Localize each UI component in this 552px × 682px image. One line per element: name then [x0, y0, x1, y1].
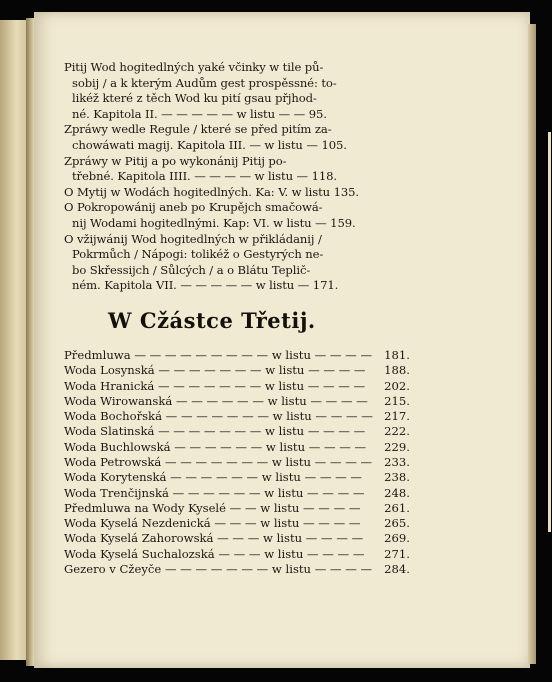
page-text — [64, 60, 410, 577]
index-row — [64, 440, 410, 455]
index-row-page: 265. — [384, 516, 410, 531]
index-row-page: 248. — [384, 485, 410, 500]
index-row-title: Woda Bochořská — — — — — — — w listu — — — — — [64, 409, 373, 424]
toc-entry — [64, 154, 404, 185]
index-row-page: 233. — [384, 454, 410, 469]
index-row — [64, 348, 410, 363]
index-row-page: 222. — [384, 424, 410, 439]
index-row — [64, 379, 410, 394]
text-line: Pitij Wod hogitedlných yaké včinky w tile pů- — [64, 60, 324, 74]
index-row — [64, 486, 410, 501]
text-line: chowáwati magij. Kapitola III. — w listu — 105. — [72, 137, 347, 152]
paper-fold-highlight — [548, 132, 551, 532]
index-row-title: Woda Wirowanská — — — — — — w listu — — — — — [64, 393, 368, 408]
index-row-title: Woda Buchlowská — — — — — — w listu — — — — — [64, 439, 367, 454]
index-row — [64, 562, 410, 577]
book-page — [34, 12, 530, 668]
toc-entry — [64, 60, 404, 122]
page-edge-right — [528, 24, 536, 664]
index-row-page: 229. — [384, 439, 410, 454]
toc-entry — [64, 200, 404, 231]
section-heading: W Cžástce Třetij. — [108, 307, 316, 333]
text-line: O Mytij w Wodách hogitedlných. Ka: V. w listu 135. — [64, 184, 360, 199]
index-row-title: Woda Trenčijnská — — — — — — w listu — — — — — [64, 485, 365, 500]
index-row-page: 217. — [384, 409, 410, 424]
text-line: ném. Kapitola VII. — — — — — w listu — 171. — [72, 278, 339, 293]
toc-entry — [64, 232, 404, 294]
index-row-title: Woda Kyselá Zahorowská — — — w listu — — — — — [64, 531, 364, 546]
toc-entry — [64, 122, 404, 153]
index-row-title: Předmluwa — — — — — — — — — w listu — — — — — [64, 347, 373, 362]
text-line: Zpráwy wedle Regule / které se před pitím za- — [64, 122, 332, 137]
index-row — [64, 424, 410, 439]
index-row-title: Woda Slatinská — — — — — — — w listu — — — — — [64, 424, 366, 439]
index-row — [64, 394, 410, 409]
index-row-title: Woda Petrowská — — — — — — — w listu — — — — — [64, 454, 373, 469]
index-row — [64, 470, 410, 485]
text-line: né. Kapitola II. — — — — — w listu — — 95. — [72, 106, 327, 121]
text-line: O vžijwánij Wod hogitedlných w přikládanij / — [64, 231, 322, 246]
index-row — [64, 516, 410, 531]
toc-entry — [64, 185, 404, 201]
index-row-title: Předmluwa na Wody Kyselé — — w listu — — — — — [64, 500, 361, 515]
index-row — [64, 531, 410, 546]
index-row-page: 181. — [384, 347, 410, 362]
text-line: sobij / a k kterým Audům gest prospěssné: to- — [72, 75, 337, 90]
index-row-title: Woda Kyselá Nezdenická — — — w listu — — — — — [64, 516, 361, 531]
index-row — [64, 455, 410, 470]
index-row — [64, 363, 410, 378]
text-line: Zpráwy w Pitij a po wykonánij Pitij po- — [64, 153, 287, 168]
index-row-page: 215. — [384, 393, 410, 408]
text-line: Pokrmůch / Nápogi: tolikéž o Gestyrých ne- — [72, 247, 324, 262]
index-row-page: 202. — [384, 378, 410, 393]
text-line: O Pokropowánij aneb po Krupějch smačowá- — [64, 200, 323, 215]
index-row-title: Gezero v Cžeyče — — — — — — — w listu — — — — — [64, 562, 373, 577]
index-row-page: 238. — [384, 470, 410, 485]
index-row-page: 261. — [384, 500, 410, 515]
text-line: bo Skřessijch / Sůlcých / a o Blátu Teplič- — [72, 262, 311, 277]
index-row-title: Woda Kyselá Suchalozská — — — w listu — — — — — [64, 546, 365, 561]
text-line: nij Wodami hogitedlnými. Kap: VI. w listu — 159. — [72, 215, 356, 230]
index-row-title: Woda Korytenská — — — — — — w listu — — — — — [64, 470, 363, 485]
index-row-title: Woda Losynská — — — — — — — w listu — — — — — [64, 363, 366, 378]
index-row-page: 188. — [384, 363, 410, 378]
index-row-page: 269. — [384, 531, 410, 546]
index-row — [64, 501, 410, 516]
index-row-page: 284. — [384, 562, 410, 577]
index-row-title: Woda Hranická — — — — — — — w listu — — — — — [64, 378, 366, 393]
text-line: likéž které z těch Wod ku pití gsau přjhod- — [72, 91, 317, 106]
index-row — [64, 547, 410, 562]
index-row-page: 271. — [384, 546, 410, 561]
index-list — [64, 347, 410, 577]
text-line: třebné. Kapitola IIII. — — — — w listu — 118. — [72, 169, 338, 184]
index-row — [64, 409, 410, 424]
